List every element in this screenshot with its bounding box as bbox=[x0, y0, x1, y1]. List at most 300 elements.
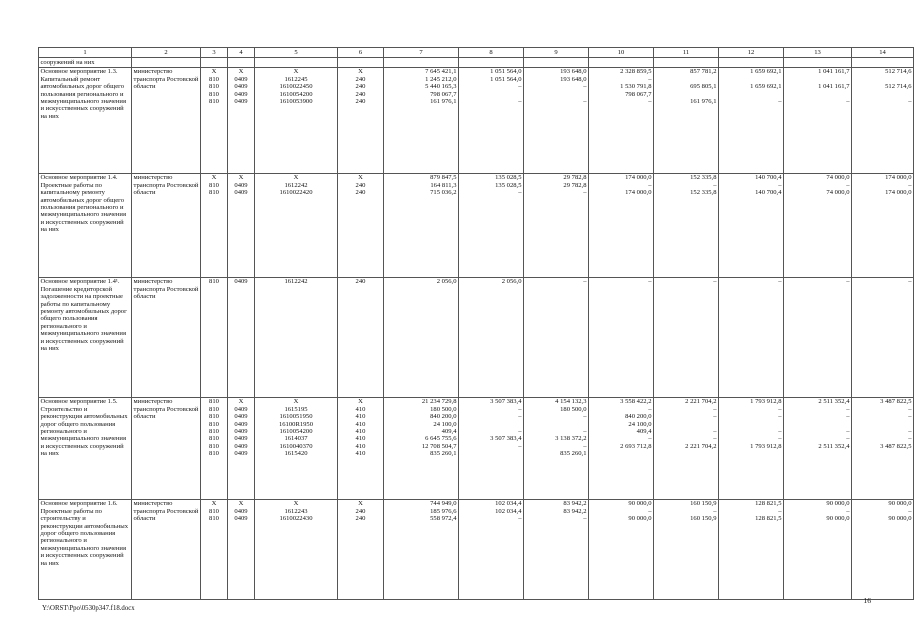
code-value: 0409 bbox=[234, 442, 248, 450]
code-value: 810 bbox=[209, 435, 219, 443]
amount-value: 102 034,4 bbox=[495, 507, 522, 515]
amount-cell bbox=[459, 173, 524, 277]
amount-value bbox=[721, 421, 782, 428]
code-value: 1610054200 bbox=[279, 90, 313, 98]
code-value: 1610054200 bbox=[279, 427, 313, 435]
amount-value: 715 036,2 bbox=[430, 189, 457, 197]
amount-value: 90 000,0 bbox=[628, 500, 652, 508]
code-value: 410 bbox=[355, 405, 366, 413]
activity-description: Основное мероприятие 1.6. Проектные работы по строительству и реконструкции автомобильных дорог общего пользования регионального и межмуниципального значения и искусственных сооружений на них bbox=[39, 499, 132, 599]
code-value: 810 bbox=[209, 515, 219, 523]
amount-cell bbox=[654, 67, 719, 173]
amount-value: 128 821,5 bbox=[755, 500, 782, 508]
code-value: 1612243 bbox=[284, 507, 308, 515]
amount-value: 2 328 859,5 bbox=[620, 68, 652, 76]
amount-cell bbox=[719, 277, 784, 397]
code-value: 0409 bbox=[234, 189, 248, 197]
code-value: 810 bbox=[209, 97, 219, 105]
amount-value: 2 221 704,2 bbox=[685, 442, 717, 450]
amount-cell bbox=[384, 173, 459, 277]
amount-value: 193 648,0 bbox=[560, 75, 587, 83]
code-value: 810 bbox=[209, 398, 219, 406]
code-value: 1612245 bbox=[284, 75, 308, 83]
amount-value: 5 440 165,3 bbox=[425, 83, 457, 91]
code-value: 240 bbox=[355, 181, 366, 189]
code-value: 1610051950 bbox=[279, 413, 313, 421]
budget-code-cell bbox=[338, 67, 384, 173]
amount-value: – bbox=[648, 435, 652, 443]
budget-code-cell bbox=[338, 397, 384, 499]
column-number-row bbox=[39, 48, 914, 58]
code-value: 410 bbox=[355, 435, 366, 443]
code-value: 0409 bbox=[234, 75, 248, 83]
amount-value: 21 234 729,8 bbox=[421, 398, 457, 406]
amount-value: 102 034,4 bbox=[495, 500, 522, 508]
code-value: 810 bbox=[209, 405, 219, 413]
code-value: 240 bbox=[355, 97, 366, 105]
amount-value: – bbox=[713, 278, 717, 286]
amount-value: 798 067,7 bbox=[625, 90, 652, 98]
amount-value: 164 811,3 bbox=[430, 181, 457, 189]
amount-value bbox=[786, 76, 850, 83]
code-value: 410 bbox=[355, 413, 366, 421]
amount-value: – bbox=[778, 97, 782, 105]
code-value: 1610053900 bbox=[279, 97, 313, 105]
program-activity-row bbox=[39, 397, 914, 499]
budget-code-cell bbox=[255, 277, 338, 397]
amount-value: 24 100,0 bbox=[628, 420, 652, 428]
column-header: 3 bbox=[201, 48, 228, 58]
amount-cell bbox=[524, 173, 589, 277]
amount-value: 6 645 755,6 bbox=[425, 435, 457, 443]
budget-code-cell bbox=[201, 499, 228, 599]
amount-value: 12 708 504,7 bbox=[421, 442, 457, 450]
amount-value: – bbox=[518, 515, 522, 523]
budget-code-cell bbox=[255, 397, 338, 499]
code-value: 1615420 bbox=[284, 450, 308, 458]
code-value: 810 bbox=[209, 83, 219, 91]
column-header: 11 bbox=[654, 48, 719, 58]
amount-value bbox=[854, 450, 912, 457]
amount-cell bbox=[589, 277, 654, 397]
amount-cell bbox=[784, 173, 852, 277]
amount-value: 1 659 692,1 bbox=[750, 83, 782, 91]
amount-cell bbox=[524, 67, 589, 173]
column-header: 14 bbox=[852, 48, 914, 58]
amount-cell bbox=[384, 277, 459, 397]
amount-value: 160 150,9 bbox=[690, 500, 717, 508]
amount-value bbox=[461, 450, 522, 457]
amount-value bbox=[591, 450, 652, 457]
code-value: X bbox=[358, 398, 363, 406]
code-value: X bbox=[293, 174, 299, 182]
amount-value: – bbox=[713, 507, 717, 515]
amount-value: 512 714,6 bbox=[885, 83, 912, 91]
amount-value: – bbox=[778, 181, 782, 189]
code-value: 410 bbox=[355, 427, 366, 435]
amount-value: 174 000,0 bbox=[885, 174, 912, 182]
amount-value: 83 942,2 bbox=[563, 500, 587, 508]
amount-value: 193 648,0 bbox=[560, 68, 587, 76]
amount-value: – bbox=[846, 181, 850, 189]
program-activity-row bbox=[39, 67, 914, 173]
amount-value: 3 507 383,4 bbox=[490, 398, 522, 406]
amount-value: 2 221 704,2 bbox=[685, 398, 717, 406]
amount-cell bbox=[719, 499, 784, 599]
amount-value: 90 000,0 bbox=[628, 515, 652, 523]
budget-code-cell bbox=[338, 499, 384, 599]
amount-value bbox=[854, 76, 912, 83]
code-value: 410 bbox=[355, 450, 366, 458]
amount-value: 180 500,0 bbox=[560, 405, 587, 413]
amount-cell bbox=[719, 67, 784, 173]
column-header: 8 bbox=[459, 48, 524, 58]
amount-value: 74 000,0 bbox=[826, 174, 850, 182]
amount-value: 1 041 161,7 bbox=[818, 68, 850, 76]
amount-value: – bbox=[583, 413, 587, 421]
amount-value bbox=[721, 450, 782, 457]
code-value: 0409 bbox=[234, 413, 248, 421]
amount-value bbox=[526, 91, 587, 98]
amount-value: – bbox=[908, 435, 912, 443]
amount-cell bbox=[459, 277, 524, 397]
amount-value: 174 000,0 bbox=[625, 174, 652, 182]
amount-cell bbox=[852, 277, 914, 397]
amount-value: – bbox=[648, 75, 652, 83]
amount-cell bbox=[654, 397, 719, 499]
code-value: 0409 bbox=[234, 507, 248, 515]
amount-value bbox=[786, 91, 850, 98]
budget-table bbox=[38, 47, 914, 600]
amount-cell bbox=[459, 397, 524, 499]
continuation-row bbox=[39, 58, 914, 68]
amount-value: – bbox=[648, 405, 652, 413]
amount-value: 2 511 352,4 bbox=[818, 398, 850, 406]
amount-value: – bbox=[713, 405, 717, 413]
amount-cell bbox=[589, 173, 654, 277]
amount-value: – bbox=[846, 413, 850, 421]
amount-value bbox=[656, 76, 717, 83]
code-value: 0409 bbox=[234, 83, 248, 91]
code-value: X bbox=[358, 500, 363, 508]
code-value: X bbox=[293, 68, 299, 76]
column-header: 1 bbox=[39, 48, 132, 58]
amount-value bbox=[656, 450, 717, 457]
amount-value: 90 000,0 bbox=[888, 515, 912, 523]
amount-value: – bbox=[713, 427, 717, 435]
code-value: X bbox=[358, 174, 363, 182]
amount-value: – bbox=[518, 405, 522, 413]
code-value: 1614037 bbox=[284, 435, 308, 443]
amount-value: 798 067,7 bbox=[430, 90, 457, 98]
amount-value bbox=[786, 450, 850, 457]
amount-value: – bbox=[778, 278, 782, 286]
amount-value: – bbox=[846, 97, 850, 105]
code-value: 240 bbox=[355, 515, 366, 523]
code-value: X bbox=[211, 68, 217, 76]
code-value: 810 bbox=[209, 450, 219, 458]
amount-value: – bbox=[846, 405, 850, 413]
amount-value bbox=[656, 91, 717, 98]
code-value: 240 bbox=[355, 278, 366, 286]
activity-description: Основное мероприятие 1.4. Проектные работы по капитальному ремонту автомобильных дорог общего пользования регионального и межмуниципального значения и искусственных сооружений на них bbox=[39, 173, 132, 277]
code-value: 0409 bbox=[234, 435, 248, 443]
amount-value: – bbox=[648, 507, 652, 515]
amount-value: 83 942,2 bbox=[563, 507, 587, 515]
responsible-executor: министерство транспорта Ростовской области bbox=[132, 277, 201, 397]
amount-value: – bbox=[908, 97, 912, 105]
amount-value: 90 000,0 bbox=[826, 515, 850, 523]
amount-cell bbox=[384, 499, 459, 599]
amount-cell bbox=[459, 67, 524, 173]
amount-value: – bbox=[908, 405, 912, 413]
amount-cell bbox=[384, 397, 459, 499]
code-value: 810 bbox=[209, 427, 219, 435]
amount-value: 409,4 bbox=[636, 427, 652, 435]
amount-cell bbox=[784, 277, 852, 397]
code-value: X bbox=[238, 68, 244, 76]
code-value: 810 bbox=[209, 75, 219, 83]
page-number: 16 bbox=[863, 596, 871, 605]
amount-value: – bbox=[518, 189, 522, 197]
amount-cell bbox=[654, 277, 719, 397]
amount-value bbox=[854, 91, 912, 98]
responsible-executor: министерство транспорта Ростовской области bbox=[132, 397, 201, 499]
program-activity-row bbox=[39, 173, 914, 277]
code-value: 810 bbox=[209, 278, 219, 286]
code-value: 810 bbox=[209, 507, 219, 515]
budget-code-cell bbox=[201, 67, 228, 173]
code-value: X bbox=[293, 500, 299, 508]
amount-cell bbox=[589, 67, 654, 173]
column-header: 5 bbox=[255, 48, 338, 58]
code-value: 0409 bbox=[234, 450, 248, 458]
amount-value: – bbox=[518, 427, 522, 435]
amount-value bbox=[786, 421, 850, 428]
amount-value: 29 782,8 bbox=[563, 174, 587, 182]
activity-description: Основное мероприятие 1.4¹. Погашение кредиторской задолженности на проектные работы по капитальному ремонту автомобильных дорог общего пользования регионального и межмуниципального значения и искусственных сооружений на них bbox=[39, 277, 132, 397]
amount-value: 74 000,0 bbox=[826, 189, 850, 197]
code-value: 1612242 bbox=[284, 181, 308, 189]
amount-cell bbox=[654, 499, 719, 599]
activity-description: Основное мероприятие 1.3. Капитальный ремонт автомобильных дорог общего пользования регионального и межмуниципального значения и искусственных сооружений на них bbox=[39, 67, 132, 173]
code-value: 0409 bbox=[234, 278, 248, 286]
amount-value bbox=[854, 421, 912, 428]
amount-value: 29 782,8 bbox=[563, 181, 587, 189]
amount-value: 1 530 791,8 bbox=[620, 83, 652, 91]
amount-value: – bbox=[908, 278, 912, 286]
amount-value: – bbox=[583, 515, 587, 523]
amount-value: 1 051 564,0 bbox=[490, 75, 522, 83]
amount-cell bbox=[524, 499, 589, 599]
code-value: 0409 bbox=[234, 90, 248, 98]
amount-value: – bbox=[713, 413, 717, 421]
amount-value: – bbox=[908, 507, 912, 515]
amount-value: 2 693 712,8 bbox=[620, 442, 652, 450]
amount-value: – bbox=[583, 83, 587, 91]
responsible-executor: министерство транспорта Ростовской области bbox=[132, 67, 201, 173]
amount-cell bbox=[784, 499, 852, 599]
amount-cell bbox=[784, 397, 852, 499]
amount-cell bbox=[852, 173, 914, 277]
amount-cell bbox=[852, 499, 914, 599]
amount-cell bbox=[719, 397, 784, 499]
amount-value: – bbox=[713, 181, 717, 189]
amount-value: 857 781,2 bbox=[690, 68, 717, 76]
budget-code-cell bbox=[201, 397, 228, 499]
amount-value: 744 949,0 bbox=[430, 500, 457, 508]
amount-value: – bbox=[908, 181, 912, 189]
responsible-executor: министерство транспорта Ростовской области bbox=[132, 499, 201, 599]
amount-cell bbox=[719, 173, 784, 277]
amount-value: – bbox=[713, 435, 717, 443]
amount-value: – bbox=[908, 413, 912, 421]
code-value: 240 bbox=[355, 90, 366, 98]
code-value: 410 bbox=[355, 442, 366, 450]
amount-value: – bbox=[846, 278, 850, 286]
responsible-executor: министерство транспорта Ростовской области bbox=[132, 173, 201, 277]
code-value: 810 bbox=[209, 420, 219, 428]
amount-cell bbox=[524, 277, 589, 397]
amount-value bbox=[721, 76, 782, 83]
column-header: 12 bbox=[719, 48, 784, 58]
amount-value: – bbox=[648, 181, 652, 189]
code-value: 1615195 bbox=[284, 405, 308, 413]
amount-value: – bbox=[648, 278, 652, 286]
code-value: X bbox=[211, 500, 217, 508]
code-value: X bbox=[238, 174, 244, 182]
amount-value: – bbox=[583, 97, 587, 105]
column-header: 4 bbox=[228, 48, 255, 58]
budget-code-cell bbox=[228, 499, 255, 599]
amount-value: – bbox=[846, 507, 850, 515]
amount-value: 135 028,5 bbox=[495, 181, 522, 189]
code-value: X bbox=[358, 68, 363, 76]
amount-value: – bbox=[846, 435, 850, 443]
amount-value bbox=[721, 91, 782, 98]
amount-value: 1 041 161,7 bbox=[818, 83, 850, 91]
amount-value: 3 507 383,4 bbox=[490, 435, 522, 443]
budget-code-cell bbox=[228, 277, 255, 397]
code-value: 0409 bbox=[234, 515, 248, 523]
code-value: X bbox=[293, 398, 299, 406]
amount-value: – bbox=[778, 413, 782, 421]
code-value: 1610040370 bbox=[279, 442, 313, 450]
amount-value: 2 056,0 bbox=[436, 278, 457, 286]
amount-value: – bbox=[518, 97, 522, 105]
code-value: 0409 bbox=[234, 405, 248, 413]
budget-code-cell bbox=[255, 499, 338, 599]
amount-value: – bbox=[583, 442, 587, 450]
column-header: 2 bbox=[132, 48, 201, 58]
amount-value: 152 335,8 bbox=[690, 189, 717, 197]
amount-value: 90 000,0 bbox=[826, 500, 850, 508]
amount-value: 835 260,1 bbox=[430, 450, 457, 458]
column-header: 6 bbox=[338, 48, 384, 58]
code-value: X bbox=[211, 174, 217, 182]
code-value: 16100R1950 bbox=[278, 420, 314, 428]
amount-value: 1 793 912,8 bbox=[750, 442, 782, 450]
amount-value: 161 976,1 bbox=[690, 97, 717, 105]
column-header: 13 bbox=[784, 48, 852, 58]
amount-value: 1 051 564,0 bbox=[490, 68, 522, 76]
amount-value: 128 821,5 bbox=[755, 515, 782, 523]
budget-code-cell bbox=[228, 173, 255, 277]
amount-value bbox=[526, 421, 587, 428]
budget-code-cell bbox=[255, 67, 338, 173]
amount-value: 152 335,8 bbox=[690, 174, 717, 182]
amount-value: 512 714,6 bbox=[885, 68, 912, 76]
code-value: X bbox=[238, 398, 244, 406]
amount-value: 24 100,0 bbox=[433, 420, 457, 428]
code-value: 0409 bbox=[234, 181, 248, 189]
code-value: 0409 bbox=[234, 427, 248, 435]
amount-value: 3 487 822,5 bbox=[880, 442, 912, 450]
amount-value: 409,4 bbox=[441, 427, 457, 435]
amount-value bbox=[461, 421, 522, 428]
amount-value: – bbox=[648, 97, 652, 105]
code-value: 0409 bbox=[234, 420, 248, 428]
activity-description: Основное мероприятие 1.5. Строительство и реконструкция автомобильных дорог общего пользования регионального и межмуниципального значения и искусственных сооружений на них bbox=[39, 397, 132, 499]
code-value: 240 bbox=[355, 83, 366, 91]
column-header: 10 bbox=[589, 48, 654, 58]
budget-code-cell bbox=[228, 67, 255, 173]
amount-cell bbox=[524, 397, 589, 499]
amount-value: 1 245 212,0 bbox=[425, 75, 457, 83]
amount-value: – bbox=[908, 427, 912, 435]
amount-cell bbox=[654, 173, 719, 277]
budget-code-cell bbox=[201, 277, 228, 397]
budget-code-cell bbox=[338, 277, 384, 397]
amount-value: 2 511 352,4 bbox=[818, 442, 850, 450]
budget-code-cell bbox=[201, 173, 228, 277]
amount-value: 140 700,4 bbox=[755, 189, 782, 197]
code-value: 810 bbox=[209, 90, 219, 98]
code-value: 1610022450 bbox=[279, 83, 313, 91]
amount-value: 3 487 822,5 bbox=[880, 398, 912, 406]
amount-value bbox=[656, 421, 717, 428]
file-path: Y:\ORST\Ppo\0530p347.f18.docx bbox=[42, 605, 135, 612]
amount-value: 160 150,9 bbox=[690, 515, 717, 523]
amount-value: 7 645 421,1 bbox=[425, 68, 457, 76]
amount-value: 161 976,1 bbox=[430, 97, 457, 105]
amount-value: 180 500,0 bbox=[430, 405, 457, 413]
program-activity-row bbox=[39, 499, 914, 599]
amount-value: – bbox=[583, 278, 587, 286]
column-header: 7 bbox=[384, 48, 459, 58]
code-value: 1610022430 bbox=[279, 515, 313, 523]
amount-value: 879 847,5 bbox=[430, 174, 457, 182]
amount-cell bbox=[852, 67, 914, 173]
amount-value: 135 028,5 bbox=[495, 174, 522, 182]
amount-value: 1 659 692,1 bbox=[750, 68, 782, 76]
amount-value: 174 000,0 bbox=[625, 189, 652, 197]
amount-value: 1 793 912,8 bbox=[750, 398, 782, 406]
code-value: 810 bbox=[209, 189, 219, 197]
code-value: X bbox=[238, 500, 244, 508]
code-value: 240 bbox=[355, 189, 366, 197]
amount-value: – bbox=[518, 442, 522, 450]
amount-value: 840 200,0 bbox=[625, 413, 652, 421]
amount-value: – bbox=[518, 413, 522, 421]
amount-value: 140 700,4 bbox=[755, 174, 782, 182]
code-value: 810 bbox=[209, 181, 219, 189]
amount-value: – bbox=[778, 427, 782, 435]
amount-cell bbox=[589, 397, 654, 499]
amount-value: – bbox=[778, 435, 782, 443]
amount-value: 90 000,0 bbox=[888, 500, 912, 508]
amount-value: 840 200,0 bbox=[430, 413, 457, 421]
